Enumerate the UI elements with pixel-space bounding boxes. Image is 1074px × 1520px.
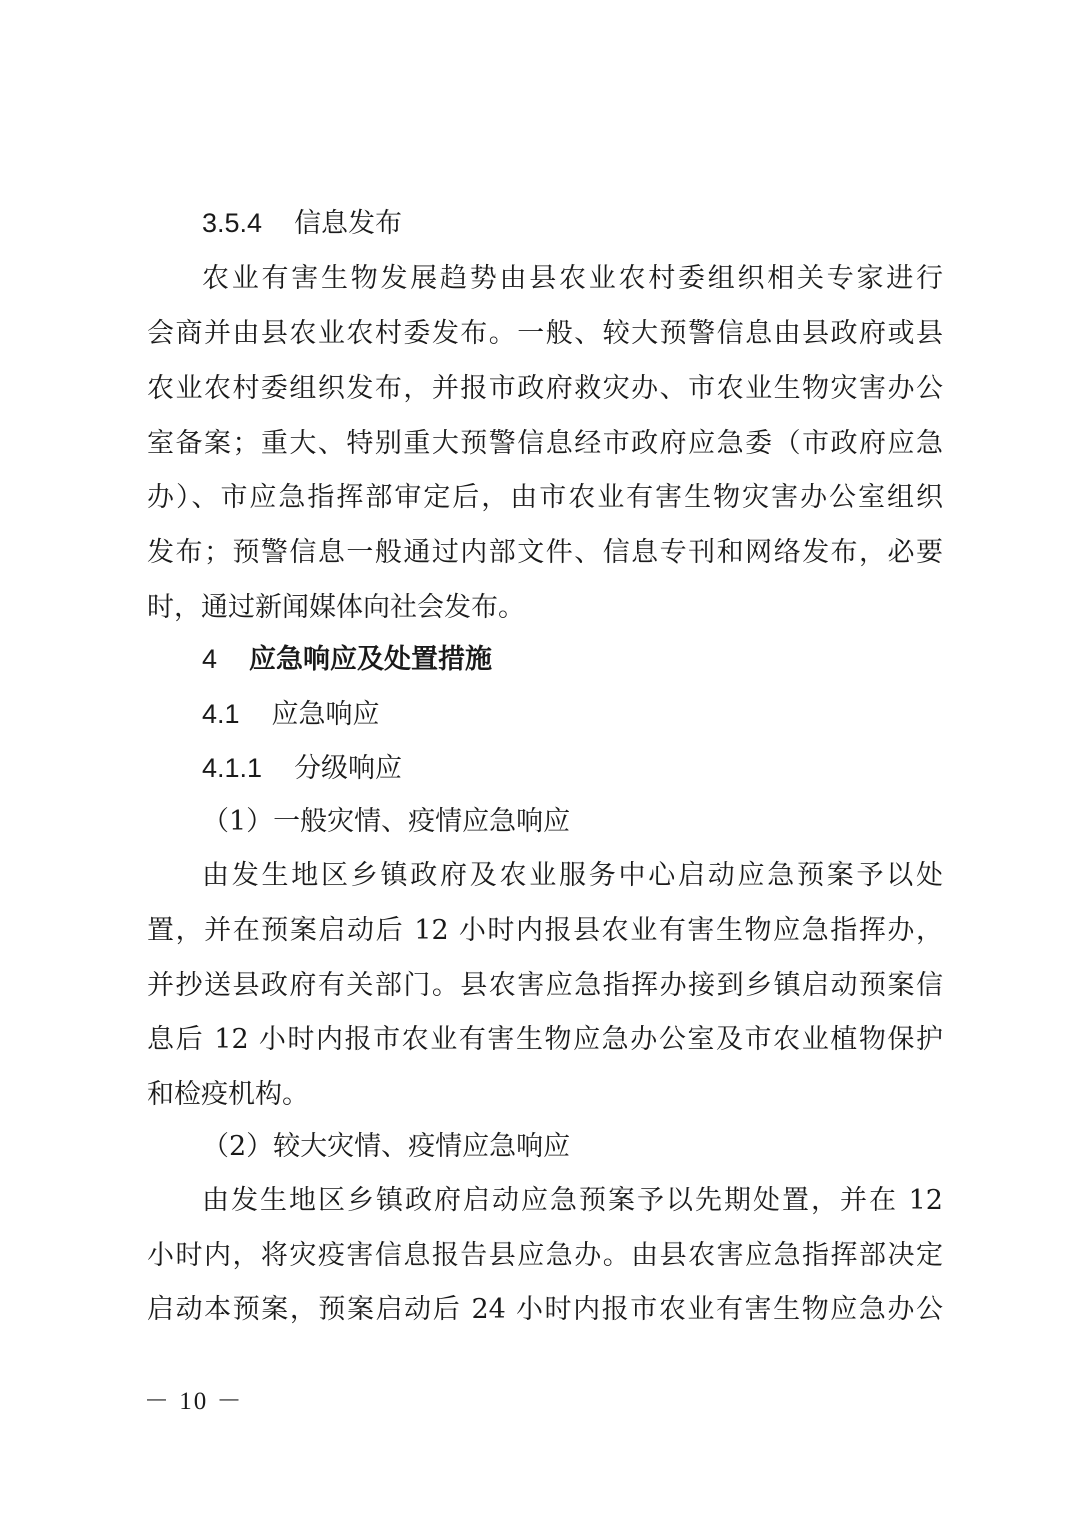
section-heading-4-1: [202, 687, 943, 741]
section-title: 分级响应: [294, 753, 403, 784]
section-number: 4.1.1: [202, 753, 263, 783]
section-heading-3-5-4: [202, 196, 943, 250]
section-title: 应急响应及处置措施: [249, 644, 493, 675]
item-heading-1: （1）一般灾情、疫情应急响应: [202, 806, 571, 837]
paragraph-line: 农业有害生物发展趋势由县农业农村委组织相关专家进行: [202, 263, 943, 294]
paragraph-line: 室备案；重大、特别重大预警信息经市政府应急委（市政府应急: [147, 428, 943, 459]
paragraph-line: 农业农村委组织发布，并报市政府救灾办、市农业生物灾害办公: [147, 373, 943, 404]
section-title: 应急响应: [271, 699, 380, 730]
paragraph-line: 办）、市应急指挥部审定后，由市农业有害生物灾害办公室组织: [147, 482, 943, 513]
section-title: 信息发布: [294, 208, 403, 239]
section-number: 3.5.4: [202, 208, 263, 238]
paragraph-line: 由发生地区乡镇政府启动应急预案予以先期处置，并在 12: [202, 1185, 943, 1216]
section-number: 4: [202, 644, 218, 674]
paragraph-line: 息后 12 小时内报市农业有害生物应急办公室及市农业植物保护: [147, 1024, 943, 1055]
paragraph-line: 和检疫机构。: [147, 1079, 309, 1110]
paragraph-line: 发布；预警信息一般通过内部文件、信息专刊和网络发布，必要: [147, 537, 943, 568]
paragraph-line: 会商并由县农业农村委发布。一般、较大预警信息由县政府或县: [147, 318, 943, 349]
section-heading-4: [202, 632, 943, 686]
item-heading-2: （2）较大灾情、疫情应急响应: [202, 1131, 571, 1162]
paragraph-line: 启动本预案，预案启动后 24 小时内报市农业有害生物应急办公: [147, 1294, 943, 1325]
section-number: 4.1: [202, 699, 240, 729]
paragraph-line: 由发生地区乡镇政府及农业服务中心启动应急预案予以处: [202, 860, 943, 891]
section-heading-4-1-1: [202, 741, 943, 795]
paragraph-line: 并抄送县政府有关部门。县农害应急指挥办接到乡镇启动预案信: [147, 970, 943, 1001]
paragraph-line: 小时内，将灾疫害信息报告县应急办。由县农害应急指挥部决定: [147, 1240, 943, 1271]
paragraph-line: 置，并在预案启动后 12 小时内报县农业有害生物应急指挥办，: [147, 915, 943, 946]
page-number: － 10 －: [144, 1388, 244, 1415]
paragraph-line: 时，通过新闻媒体向社会发布。: [147, 592, 525, 623]
